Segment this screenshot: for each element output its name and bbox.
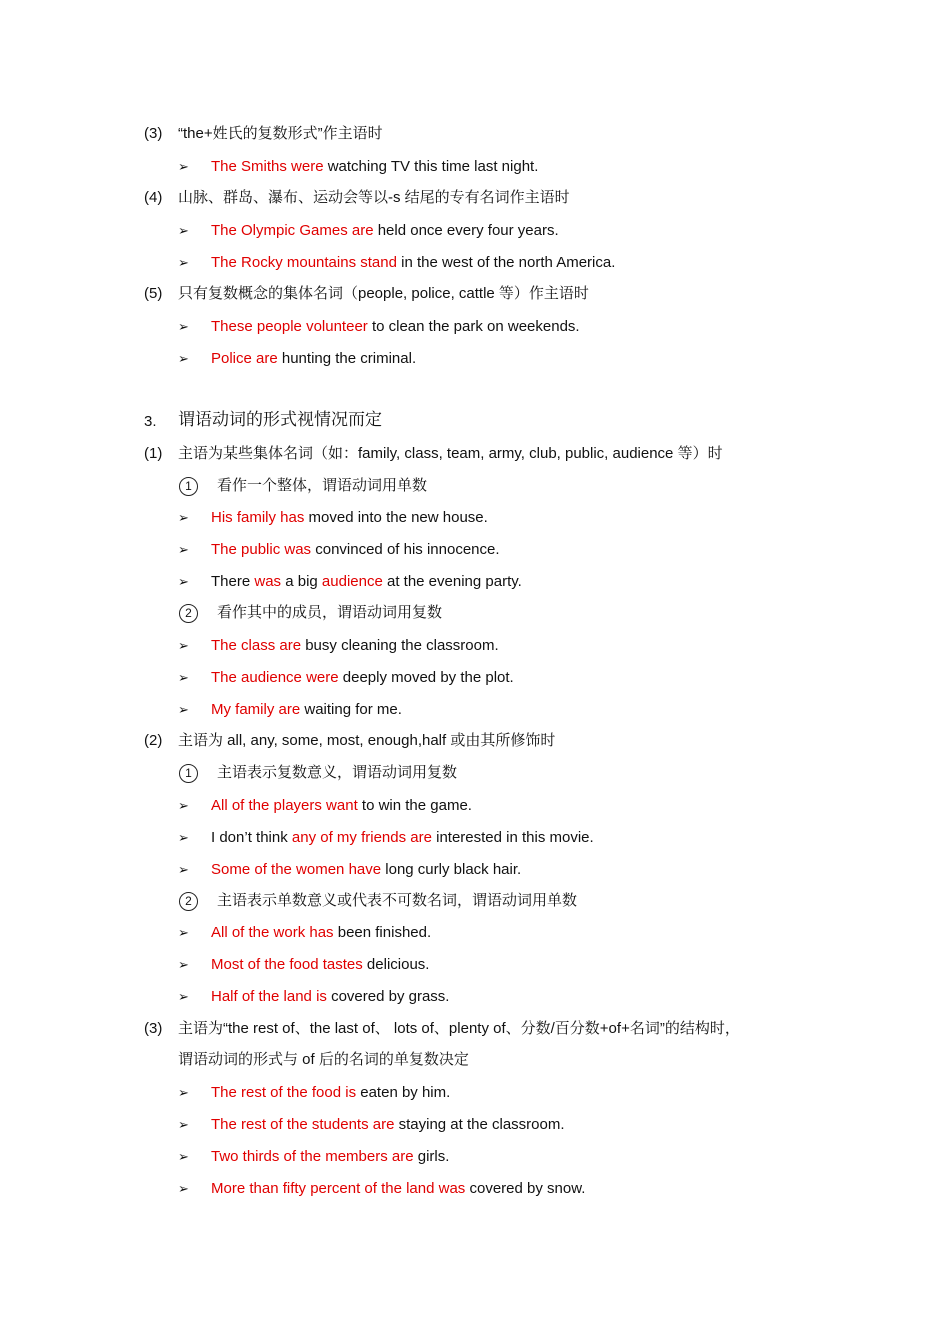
arrow-bullet-icon: ➢ [178, 1181, 189, 1196]
arrow-bullet-icon: ➢ [178, 159, 189, 174]
item-number: (1) [144, 445, 163, 462]
example-rest: to win the game. [357, 797, 472, 814]
highlight-text: These people volunteer [211, 318, 368, 335]
arrow-bullet-icon: ➢ [178, 798, 189, 813]
arrow-bullet-icon: ➢ [178, 830, 189, 845]
highlight-text: The rest of the students are [211, 1116, 395, 1133]
item-number: (5) [144, 285, 163, 302]
example-rest: interested in this movie. [431, 829, 594, 846]
highlight-text: All of the players want [211, 797, 358, 814]
example-rest: to clean the park on weekends. [367, 318, 580, 335]
arrow-bullet-icon: ➢ [178, 925, 189, 940]
highlight-text: was [254, 573, 282, 590]
circled-number: 2 [179, 604, 198, 623]
item-text: 山脉、群岛、瀑布、运动会等以-s 结尾的专有名词作主语时 [178, 189, 570, 206]
highlight-text: Most of the food tastes [211, 956, 363, 973]
highlight-text: Two thirds of the members are [211, 1148, 414, 1165]
item-number: (4) [144, 189, 163, 206]
highlight-text: My family are [211, 701, 301, 718]
item-number: (3) [144, 1020, 163, 1037]
example-rest: in the west of the north America. [396, 254, 616, 271]
item-text: 主语为 all, any, some, most, enough,half 或由其所修饰时 [178, 732, 556, 749]
arrow-bullet-icon: ➢ [178, 1085, 189, 1100]
subitem-text: 看作一个整体，谓语动词用单数 [217, 477, 428, 494]
item-text: 只有复数概念的集体名词（people, police, cattle 等）作主语时 [178, 285, 589, 302]
circled-number: 1 [179, 477, 198, 496]
highlight-text: The Rocky mountains stand [211, 254, 397, 271]
highlight-text: The Olympic Games are [211, 222, 374, 239]
example-rest: eaten by him. [356, 1084, 451, 1101]
highlight-text: Police are [211, 350, 278, 367]
example-rest: deeply moved by the plot. [338, 669, 514, 686]
highlight-text: All of the work has [211, 924, 334, 941]
example-rest: girls. [413, 1148, 450, 1165]
arrow-bullet-icon: ➢ [178, 1149, 189, 1164]
highlight-text: Half of the land is [211, 988, 327, 1005]
arrow-bullet-icon: ➢ [178, 957, 189, 972]
circled-number: 2 [179, 892, 198, 911]
item-number: (3) [144, 125, 163, 142]
example-rest: staying at the classroom. [394, 1116, 565, 1133]
section-number: 3. [144, 413, 157, 430]
example-text: a big [281, 573, 322, 590]
example-text: There [211, 573, 255, 590]
item-text: 主语为某些集体名词（如：family, class, team, army, club, public, audience 等）时 [178, 445, 723, 462]
highlight-text: The public was [211, 541, 312, 558]
arrow-bullet-icon: ➢ [178, 319, 189, 334]
section-title: 谓语动词的形式视情况而定 [178, 410, 382, 429]
subitem-text: 主语表示单数意义或代表不可数名词，谓语动词用单数 [217, 892, 578, 909]
arrow-bullet-icon: ➢ [178, 542, 189, 557]
highlight-text: any of my friends are [291, 829, 432, 846]
example-rest: watching TV this time last night. [323, 158, 539, 175]
example-rest: convinced of his innocence. [311, 541, 500, 558]
example-rest: covered by snow. [465, 1180, 586, 1197]
example-rest: covered by grass. [326, 988, 450, 1005]
arrow-bullet-icon: ➢ [178, 510, 189, 525]
item-text: 谓语动词的形式与 of 后的名词的单复数决定 [178, 1051, 469, 1068]
example-rest: been finished. [333, 924, 432, 941]
arrow-bullet-icon: ➢ [178, 702, 189, 717]
arrow-bullet-icon: ➢ [178, 1117, 189, 1132]
subitem-text: 看作其中的成员，谓语动词用复数 [217, 604, 443, 621]
highlight-text: More than fifty percent of the land was [211, 1180, 466, 1197]
highlight-text: The Smiths were [211, 158, 324, 175]
example-rest: busy cleaning the classroom. [301, 637, 499, 654]
arrow-bullet-icon: ➢ [178, 574, 189, 589]
arrow-bullet-icon: ➢ [178, 862, 189, 877]
arrow-bullet-icon: ➢ [178, 638, 189, 653]
example-rest: hunting the criminal. [277, 350, 417, 367]
arrow-bullet-icon: ➢ [178, 989, 189, 1004]
highlight-text: audience [321, 573, 383, 590]
arrow-bullet-icon: ➢ [178, 255, 189, 270]
highlight-text: The audience were [211, 669, 339, 686]
subitem-text: 主语表示复数意义，谓语动词用复数 [217, 764, 458, 781]
example-rest: long curly black hair. [381, 861, 522, 878]
circled-number: 1 [179, 764, 198, 783]
item-number: (2) [144, 732, 163, 749]
example-rest: moved into the new house. [304, 509, 488, 526]
highlight-text: The class are [211, 637, 302, 654]
example-rest: delicious. [362, 956, 430, 973]
highlight-text: The rest of the food is [211, 1084, 357, 1101]
item-text: 主语为“the rest of、the last of、 lots of、plenty of、分数/百分数+of+名词”的结构时， [178, 1020, 740, 1037]
example-rest: held once every four years. [373, 222, 559, 239]
item-text: “the+姓氏的复数形式”作主语时 [178, 125, 383, 142]
arrow-bullet-icon: ➢ [178, 351, 189, 366]
highlight-text: His family has [211, 509, 305, 526]
example-rest: at the evening party. [382, 573, 522, 590]
example-text: I don’t think [211, 829, 292, 846]
arrow-bullet-icon: ➢ [178, 670, 189, 685]
arrow-bullet-icon: ➢ [178, 223, 189, 238]
highlight-text: Some of the women have [211, 861, 382, 878]
example-rest: waiting for me. [300, 701, 402, 718]
